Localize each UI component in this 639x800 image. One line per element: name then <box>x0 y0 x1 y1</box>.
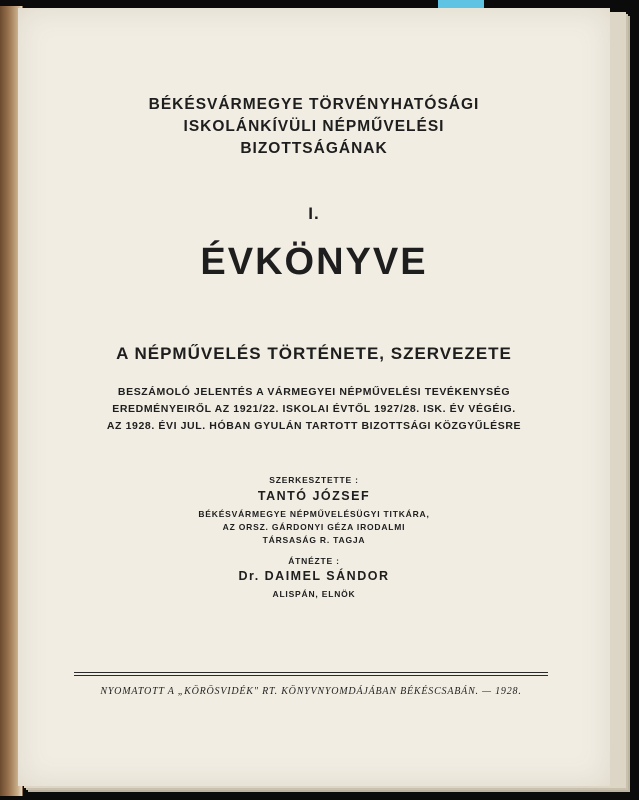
header-line-3: BIZOTTSÁGÁNAK <box>240 140 388 157</box>
reviewer-name: Dr. DAIMEL SÁNDOR <box>238 569 390 583</box>
report-line-2: EREDMÉNYEIRŐL AZ 1921/22. ISKOLAI ÉVTŐL 1927/28. ISK. ÉV VÉGÉIG. <box>112 403 516 415</box>
imprint-rule-top <box>74 672 548 673</box>
report-line-1: BESZÁMOLÓ JELENTÉS A VÁRMEGYEI NÉPMŰVELÉSI TEVÉKENYSÉG <box>117 386 511 398</box>
header-line-1: BÉKÉSVÁRMEGYE TÖRVÉNYHATÓSÁGI <box>148 96 480 113</box>
header-line-2: ISKOLÁNKÍVÜLI NÉPMŰVELÉSI <box>183 118 445 135</box>
editor-role-3: TÁRSASÁG R. TAGJA <box>262 535 366 545</box>
blue-tab-marker <box>438 0 484 8</box>
editor-role-1: BÉKÉSVÁRMEGYE NÉPMŰVELÉSÜGYI TITKÁRA, <box>198 509 430 519</box>
reviewer-role: ALISPÁN, ELNÖK <box>272 589 356 599</box>
subtitle: A NÉPMŰVELÉS TÖRTÉNETE, SZERVEZETE <box>116 344 512 363</box>
report-line-3: AZ 1928. ÉVI JUL. HÓBAN GYULÁN TARTOTT BIZOTTSÁGI KÖZGYŰLÉSRE <box>106 420 522 432</box>
editor-name: TANTÓ JÓZSEF <box>257 489 371 503</box>
title-page <box>18 8 610 786</box>
editor-role-2: AZ ORSZ. GÁRDONYI GÉZA IRODALMI <box>222 522 406 532</box>
page-title: ÉVKÖNYVE <box>200 241 428 283</box>
imprint-rule-bottom <box>74 675 548 676</box>
imprint: NYOMATOTT A „KÖRÖSVIDÉK" RT. KÖNYVNYOMDÁJÁBAN BÉKÉSCSABÁN. — 1928. <box>100 686 522 697</box>
volume-number: I. <box>308 204 320 223</box>
editor-label: SZERKESZTETTE : <box>269 475 359 485</box>
reviewer-label: ÁTNÉZTE : <box>288 556 340 566</box>
